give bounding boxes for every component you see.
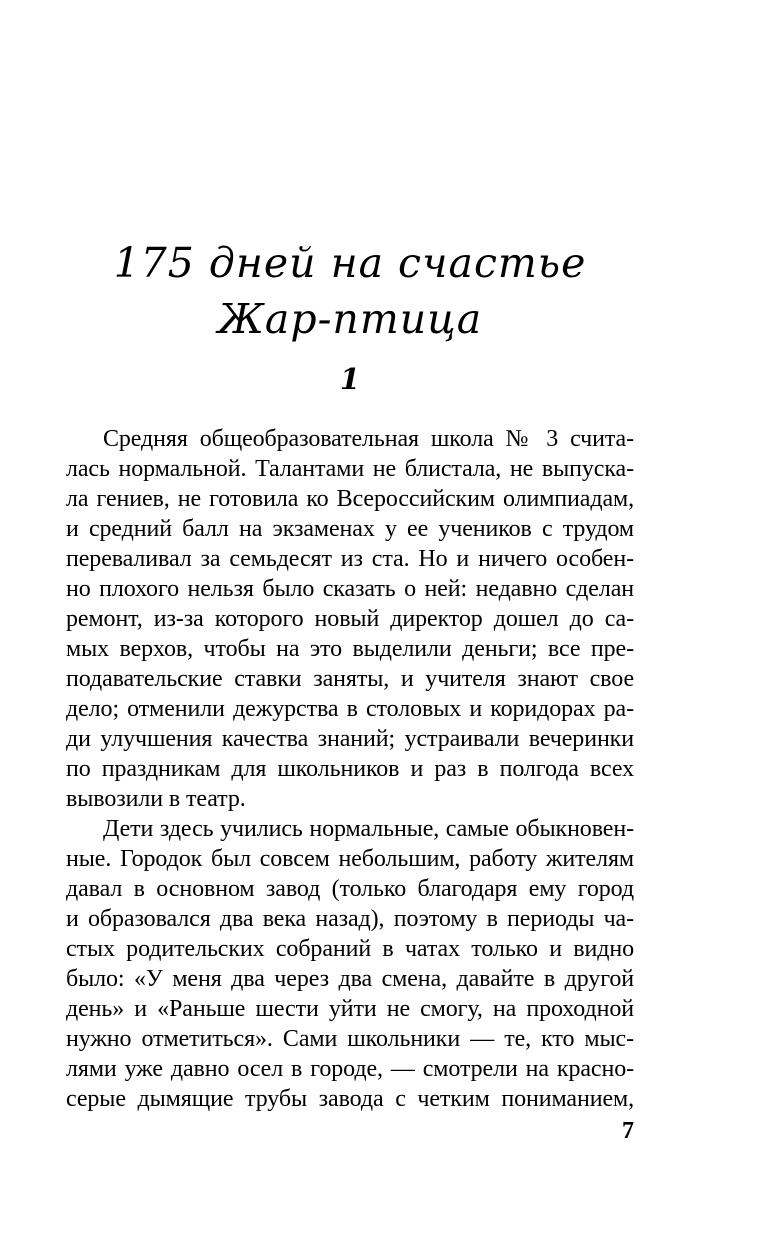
text-line: мых верхов, чтобы на это выделили деньги; все пре- [66, 636, 634, 662]
text-line: стых родительских собраний в чатах только и видно [66, 936, 634, 962]
text-line: дело; отменили дежурства в столовых и коридорах ра- [66, 696, 634, 722]
text-line: и средний балл на экзаменах у ее учеников с трудом [66, 516, 634, 542]
text-line: лями уже давно осел в городе, — смотрели на красно- [66, 1056, 634, 1082]
chapter-number: 1 [339, 362, 361, 396]
book-title: 175 дней на счастье [113, 239, 587, 287]
paragraph-2 [66, 814, 634, 1114]
text-line: нужно отметиться». Сами школьники — те, кто мыс- [66, 1026, 634, 1052]
text-line: ла гениев, не готовила ко Всероссийским олимпиадам, [66, 486, 634, 512]
book-author: Жар-птица [217, 295, 483, 343]
text-line: Средняя общеобразовательная школа № 3 счита- [103, 426, 634, 452]
text-line: подавательские ставки заняты, и учителя знают свое [66, 666, 634, 692]
page-number: 7 [622, 1118, 634, 1144]
text-line: было: «У меня два через два смена, давайте в другой [66, 966, 634, 992]
text-line: ди улучшения качества знаний; устраивали вечеринки [66, 726, 634, 752]
text-line: лась нормальной. Талантами не блистала, не выпуска- [66, 456, 634, 482]
text-line: но плохого нельзя было сказать о ней: недавно сделан [66, 576, 634, 602]
text-line: Дети здесь учились нормальные, самые обыкновен- [103, 816, 634, 842]
text-line: день» и «Раньше шести уйти не смогу, на проходной [66, 996, 634, 1022]
text-line: серые дымящие трубы завода с четким пониманием, [66, 1086, 634, 1112]
text-line: по праздникам для школьников и раз в полгода всех [66, 756, 634, 782]
text-line: вывозили в театр. [66, 786, 246, 812]
text-line: ремонт, из-за которого новый директор дошел до са- [66, 606, 634, 632]
text-line: ные. Городок был совсем небольшим, работу жителям [66, 846, 634, 872]
text-line: переваливал за семьдесят из ста. Но и ничего особен- [66, 546, 634, 572]
text-line: и образовался два века назад), поэтому в периоды ча- [66, 906, 634, 932]
book-title-block [66, 234, 634, 346]
text-line: давал в основном завод (только благодаря ему город [66, 876, 634, 902]
body-text [66, 424, 634, 1114]
paragraph-1 [66, 424, 634, 814]
